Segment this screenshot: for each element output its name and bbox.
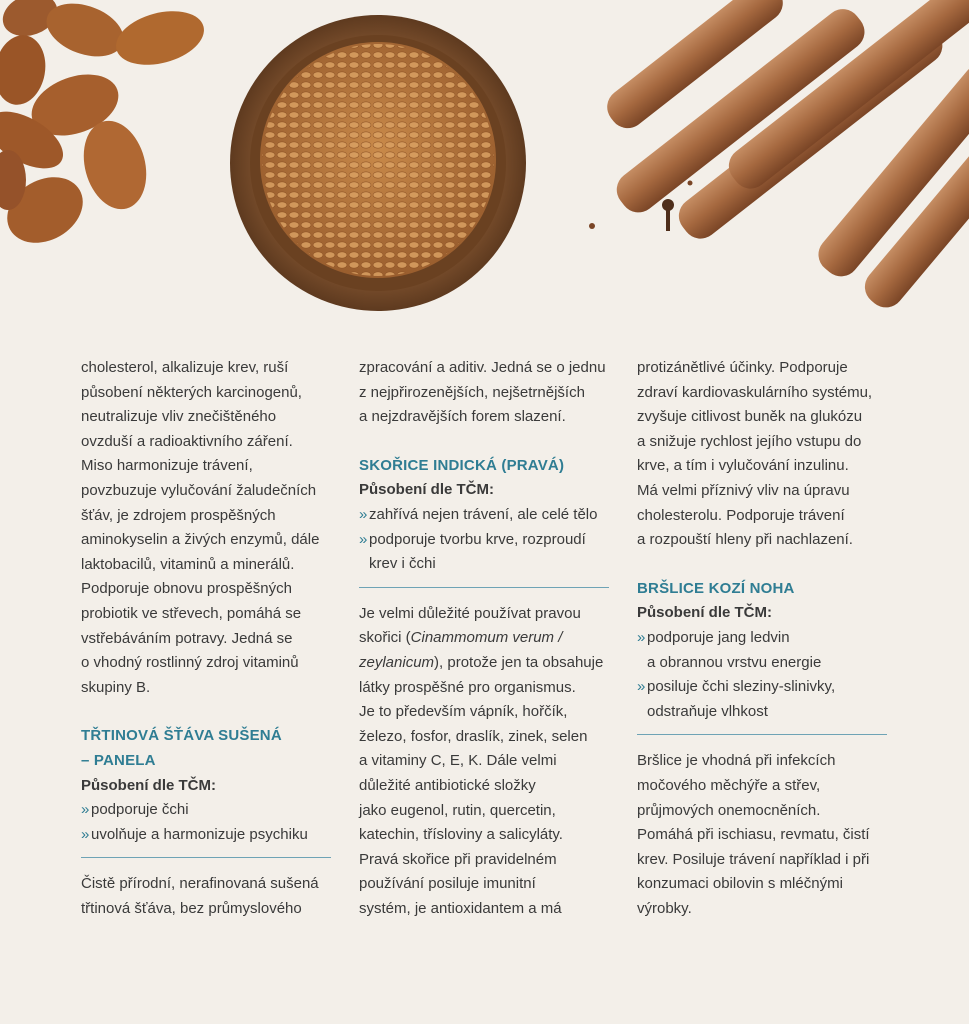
text-line: cholesterol, alkalizuje krev, ruší [81,359,289,376]
text-line: Pomáhá při ischiasu, revmatu, čistí [637,826,870,844]
section-heading-cinnamon: SKOŘICE INDICKÁ (PRAVÁ) [359,456,565,474]
text-line: a nejzdravějších forem slazení. [359,408,566,426]
text-line: aminokyselin a živých enzymů, dále [81,531,320,549]
text-line: katechin, třísloviny a salicyláty. [359,826,563,844]
column-2 [359,356,617,921]
text-line: působení některých karcinogenů, [81,383,302,401]
column-1 [81,356,339,921]
text-line: probiotik ve střevech, pomáhá se [81,604,302,622]
bullet-text-continued: odstraňuje vlhkost [647,702,768,720]
section-divider [359,587,609,588]
section-divider [81,857,331,858]
ingredients-photo [0,0,969,330]
bullet-item [359,503,617,528]
bullet-marker-icon: » [359,505,368,523]
text-line: močového měchýře a střev, [637,776,821,794]
text-line: průjmových onemocněních. [637,801,821,819]
bullet-item [637,626,895,651]
bullet-marker-icon: » [81,825,90,843]
bullet-marker-icon: » [81,801,90,819]
bullet-marker-icon: » [359,530,368,548]
section-heading-panela-line2: – PANELA [81,751,156,769]
text-span: ), protože jen ta obsahuje [434,653,604,671]
bullet-text: uvolňuje a harmonizuje psychiku [91,825,308,843]
text-line: důležité antibiotické složky [359,776,536,794]
bullet-item [359,528,617,553]
text-line: z nejpřirozenějších, nejšetrnějších [359,383,585,401]
text-line: používání posiluje imunitní [359,875,536,893]
text-line: o vhodný rostlinný zdroj vitaminů [81,654,299,672]
bullet-item [81,798,339,823]
text-line: zdraví kardiovaskulárního systému, [637,383,873,401]
text-line: látky prospěšné pro organismus. [359,678,576,696]
text-line: cholesterolu. Podporuje trávení [637,506,845,524]
text-line: vstřebáváním potravy. Jedná se [81,629,293,647]
text-span: skořici ( [359,629,411,647]
text-line: neutralizuje vliv znečištěného [81,408,277,426]
text-line: zvyšuje citlivost buněk na glukózu [637,408,863,426]
tcm-subheading: Působení dle TČM: [359,481,494,499]
text-line [359,651,617,676]
tcm-subheading: Působení dle TČM: [637,604,772,622]
text-line: krev. Posiluje trávení například i při [637,850,870,868]
tcm-subheading: Působení dle TČM: [81,776,216,794]
text-line: zpracování a aditiv. Jedná se o jednu [359,359,606,376]
text-line: Má velmi příznivý vliv na úpravu [637,481,850,499]
bullet-item [637,675,895,700]
cinnamon-image [589,0,969,315]
text-line: výrobky. [637,899,692,917]
text-line: železo, fosfor, draslík, zinek, selen [359,727,588,745]
bullet-item [81,823,339,848]
text-line: protizánětlivé účinky. Podporuje [637,359,848,376]
text-line: Čistě přírodní, nerafinovaná sušená [81,875,319,893]
bullet-text-continued: krev i čchi [369,555,436,573]
column-3 [637,356,895,921]
text-line: a rozpouští hleny při nachlazení. [637,531,853,549]
text-line: Je to především vápník, hořčík, [359,703,568,721]
text-line: laktobacilů, vitaminů a minerálů. [81,555,295,573]
text-line: šťáv, je zdrojem prospěšných [81,506,276,524]
text-line: a snižuje rychlost jejího vstupu do [637,432,862,450]
bullet-text: podporuje tvorbu krve, rozproudí [369,530,586,548]
text-line: jako eugenol, rutin, quercetin, [359,801,556,819]
text-line: povzbuzuje vylučování žaludečních [81,481,317,499]
bullet-text: podporuje čchi [91,801,189,819]
text-line: Podporuje obnovu prospěšných [81,580,292,598]
text-line: Je velmi důležité používat pravou [359,604,581,622]
text-line [359,626,617,651]
text-line: Miso harmonizuje trávení, [81,457,253,475]
bullet-marker-icon: » [637,678,646,696]
latin-name: Cinammomum verum / [410,629,563,647]
bullet-text-continued: a obrannou vrstvu energie [647,653,822,671]
bullet-text: posiluje čchi sleziny-slinivky, [647,678,836,696]
text-line: systém, je antioxidantem a má [359,899,562,917]
seed-bowl-image [230,15,526,311]
almonds-image [0,0,210,256]
bullet-text: podporuje jang ledvin [647,628,790,646]
text-line: a vitaminy C, E, K. Dále velmi [359,752,557,770]
text-line: třtinová šťáva, bez průmyslového [81,899,302,917]
text-line: krve, a tím i vylučování inzulinu. [637,457,849,475]
text-line: Bršlice je vhodná při infekcích [637,752,836,770]
bullet-text: zahřívá nejen trávení, ale celé tělo [369,505,598,523]
section-heading-panela: TŘTINOVÁ ŠŤÁVA SUŠENÁ [81,727,282,745]
section-divider [637,734,887,735]
text-line: ovzduší a radioaktivního záření. [81,432,293,450]
intro-text [81,356,339,700]
latin-name: zeylanicum [359,653,435,671]
section-heading-burnet-saxifrage: BRŠLICE KOZÍ NOHA [637,579,795,597]
text-line: Pravá skořice při pravidelném [359,850,557,868]
bullet-marker-icon: » [637,628,646,646]
text-line: konzumaci obilovin s mléčnými [637,875,843,893]
text-line: skupiny B. [81,678,151,696]
